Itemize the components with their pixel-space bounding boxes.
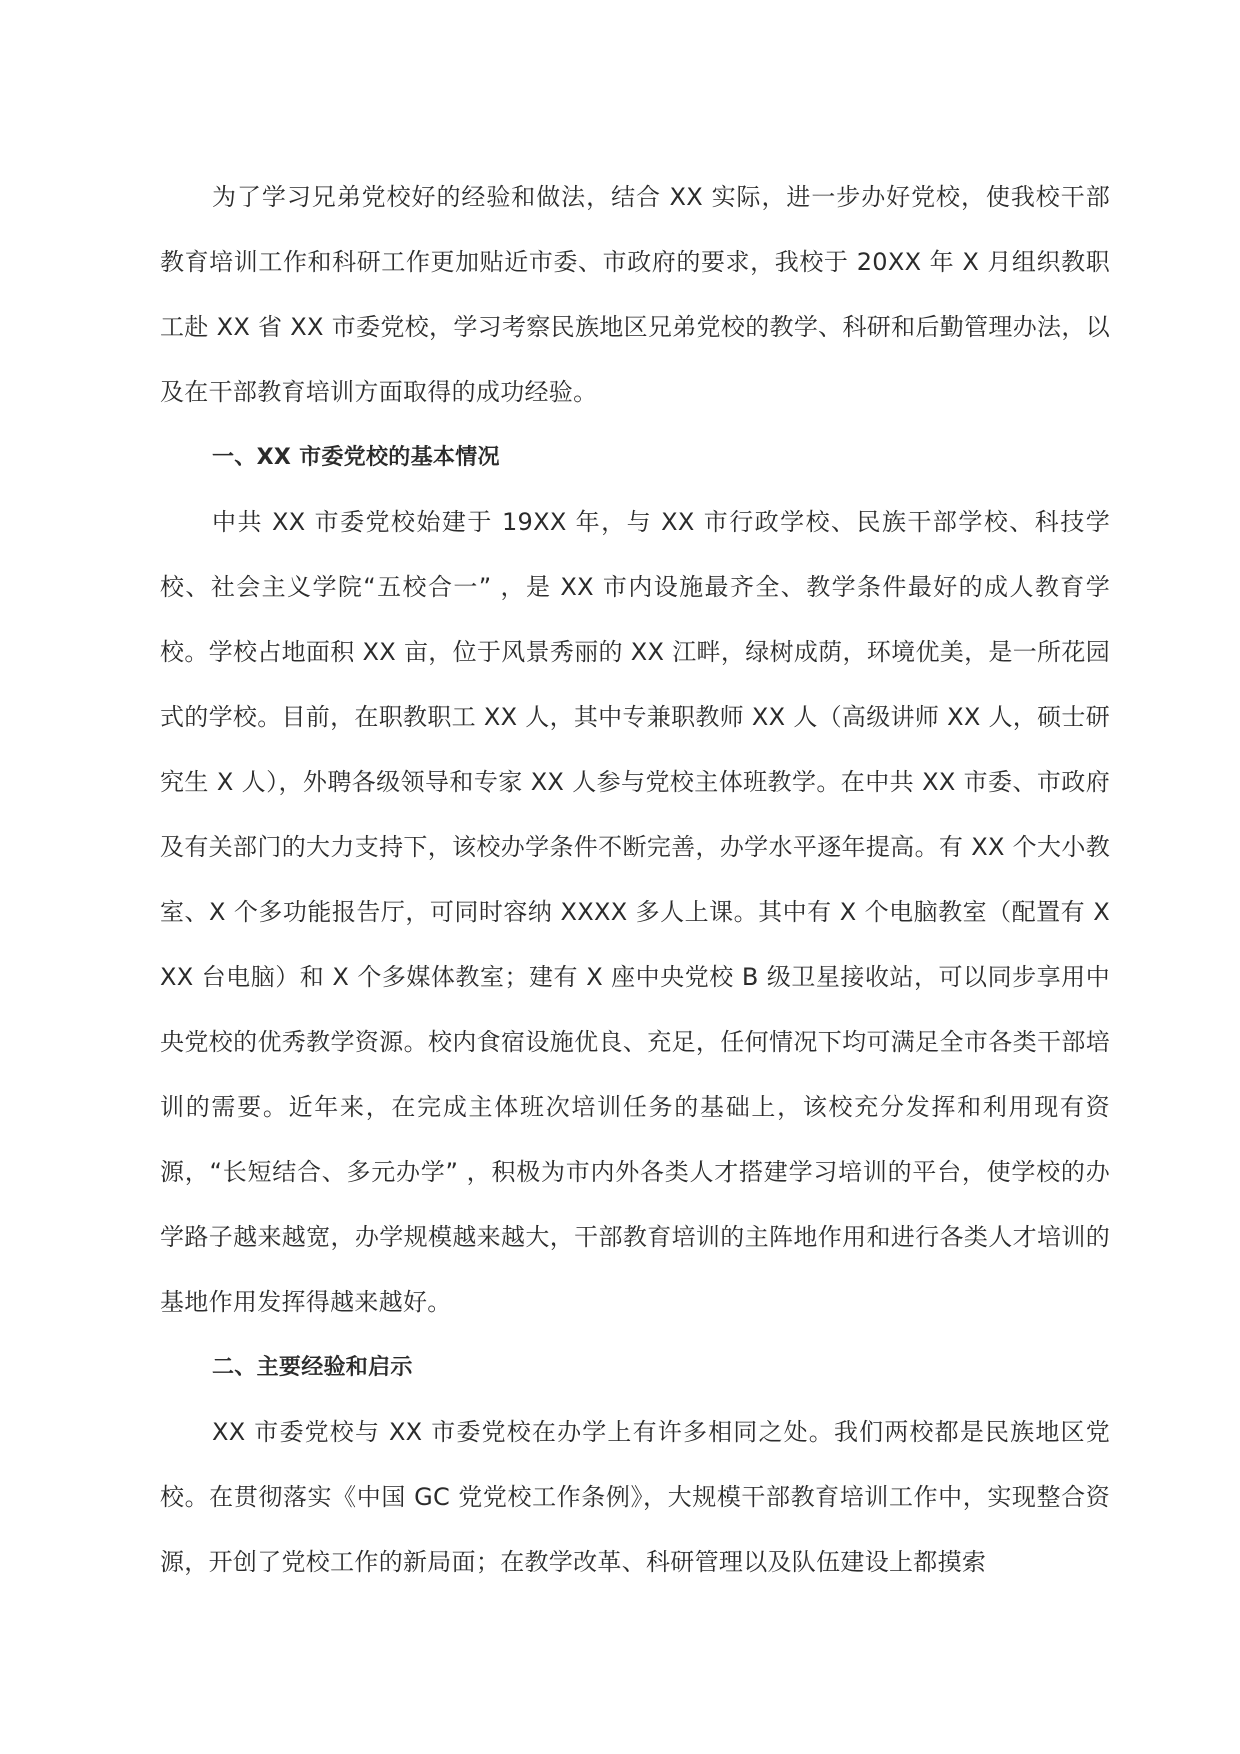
intro-paragraph: 为了学习兄弟党校好的经验和做法，结合 XX 实际，进一步办好党校，使我校干部教育培训工作和科研工作更加贴近市委、市政府的要求，我校于 20XX 年 X 月组织教职工赴 XX 省 XX 市委党校，学习考察民族地区兄弟党校的教学、科研和后勤管理办法，以及在干部教育培训方面取得的成功经验。 bbox=[160, 183, 1110, 406]
section-1-heading: 一、XX 市委党校的基本情况 bbox=[212, 445, 500, 470]
section-2-paragraph: XX 市委党校与 XX 市委党校在办学上有许多相同之处。我们两校都是民族地区党校。在贯彻落实《中国 GC 党党校工作条例》，大规模干部教育培训工作中，实现整合资源，开创了党校工作的新局面；在教学改革、科研管理以及队伍建设上都摸索 bbox=[160, 1418, 1110, 1576]
document-page bbox=[160, 165, 1110, 1595]
section-1-paragraph: 中共 XX 市委党校始建于 19XX 年，与 XX 市行政学校、民族干部学校、科技学校、社会主义学院“五校合一” ，是 XX 市内设施最齐全、教学条件最好的成人教育学校。学校占地面积 XX 亩，位于风景秀丽的 XX 江畔，绿树成荫，环境优美，是一所花园式的学校。目前，在职教职工 XX 人，其中专兼职教师 XX 人（高级讲师 XX 人，硕士研究生 X 人），外聘各级领导和专家 XX 人参与党校主体班教学。在中共 XX 市委、市政府及有关部门的大力支持下，该校办学条件不断完善，办学水平逐年提高。有 XX 个大小教室、X 个多功能报告厅，可同时容纳 XXXX 多人上课。其中有 X 个电脑教室（配置有 XXX 台电脑）和 X 个多媒体教室；建有 X 座中央党校 B 级卫星接收站，可以同步享用中央党校的优秀教学资源。校内食宿设施优良、充足，任何情况下均可满足全市各类干部培训的需要。近年来，在完成主体班次培训任务的基础上，该校充分发挥和利用现有资源，“长短结合、多元办学” ，积极为市内外各类人才搭建学习培训的平台，使学校的办学路子越来越宽，办学规模越来越大，干部教育培训的主阵地作用和进行各类人才培训的基地作用发挥得越来越好。 bbox=[160, 508, 1110, 1316]
section-2-heading: 二、主要经验和启示 bbox=[212, 1355, 413, 1380]
